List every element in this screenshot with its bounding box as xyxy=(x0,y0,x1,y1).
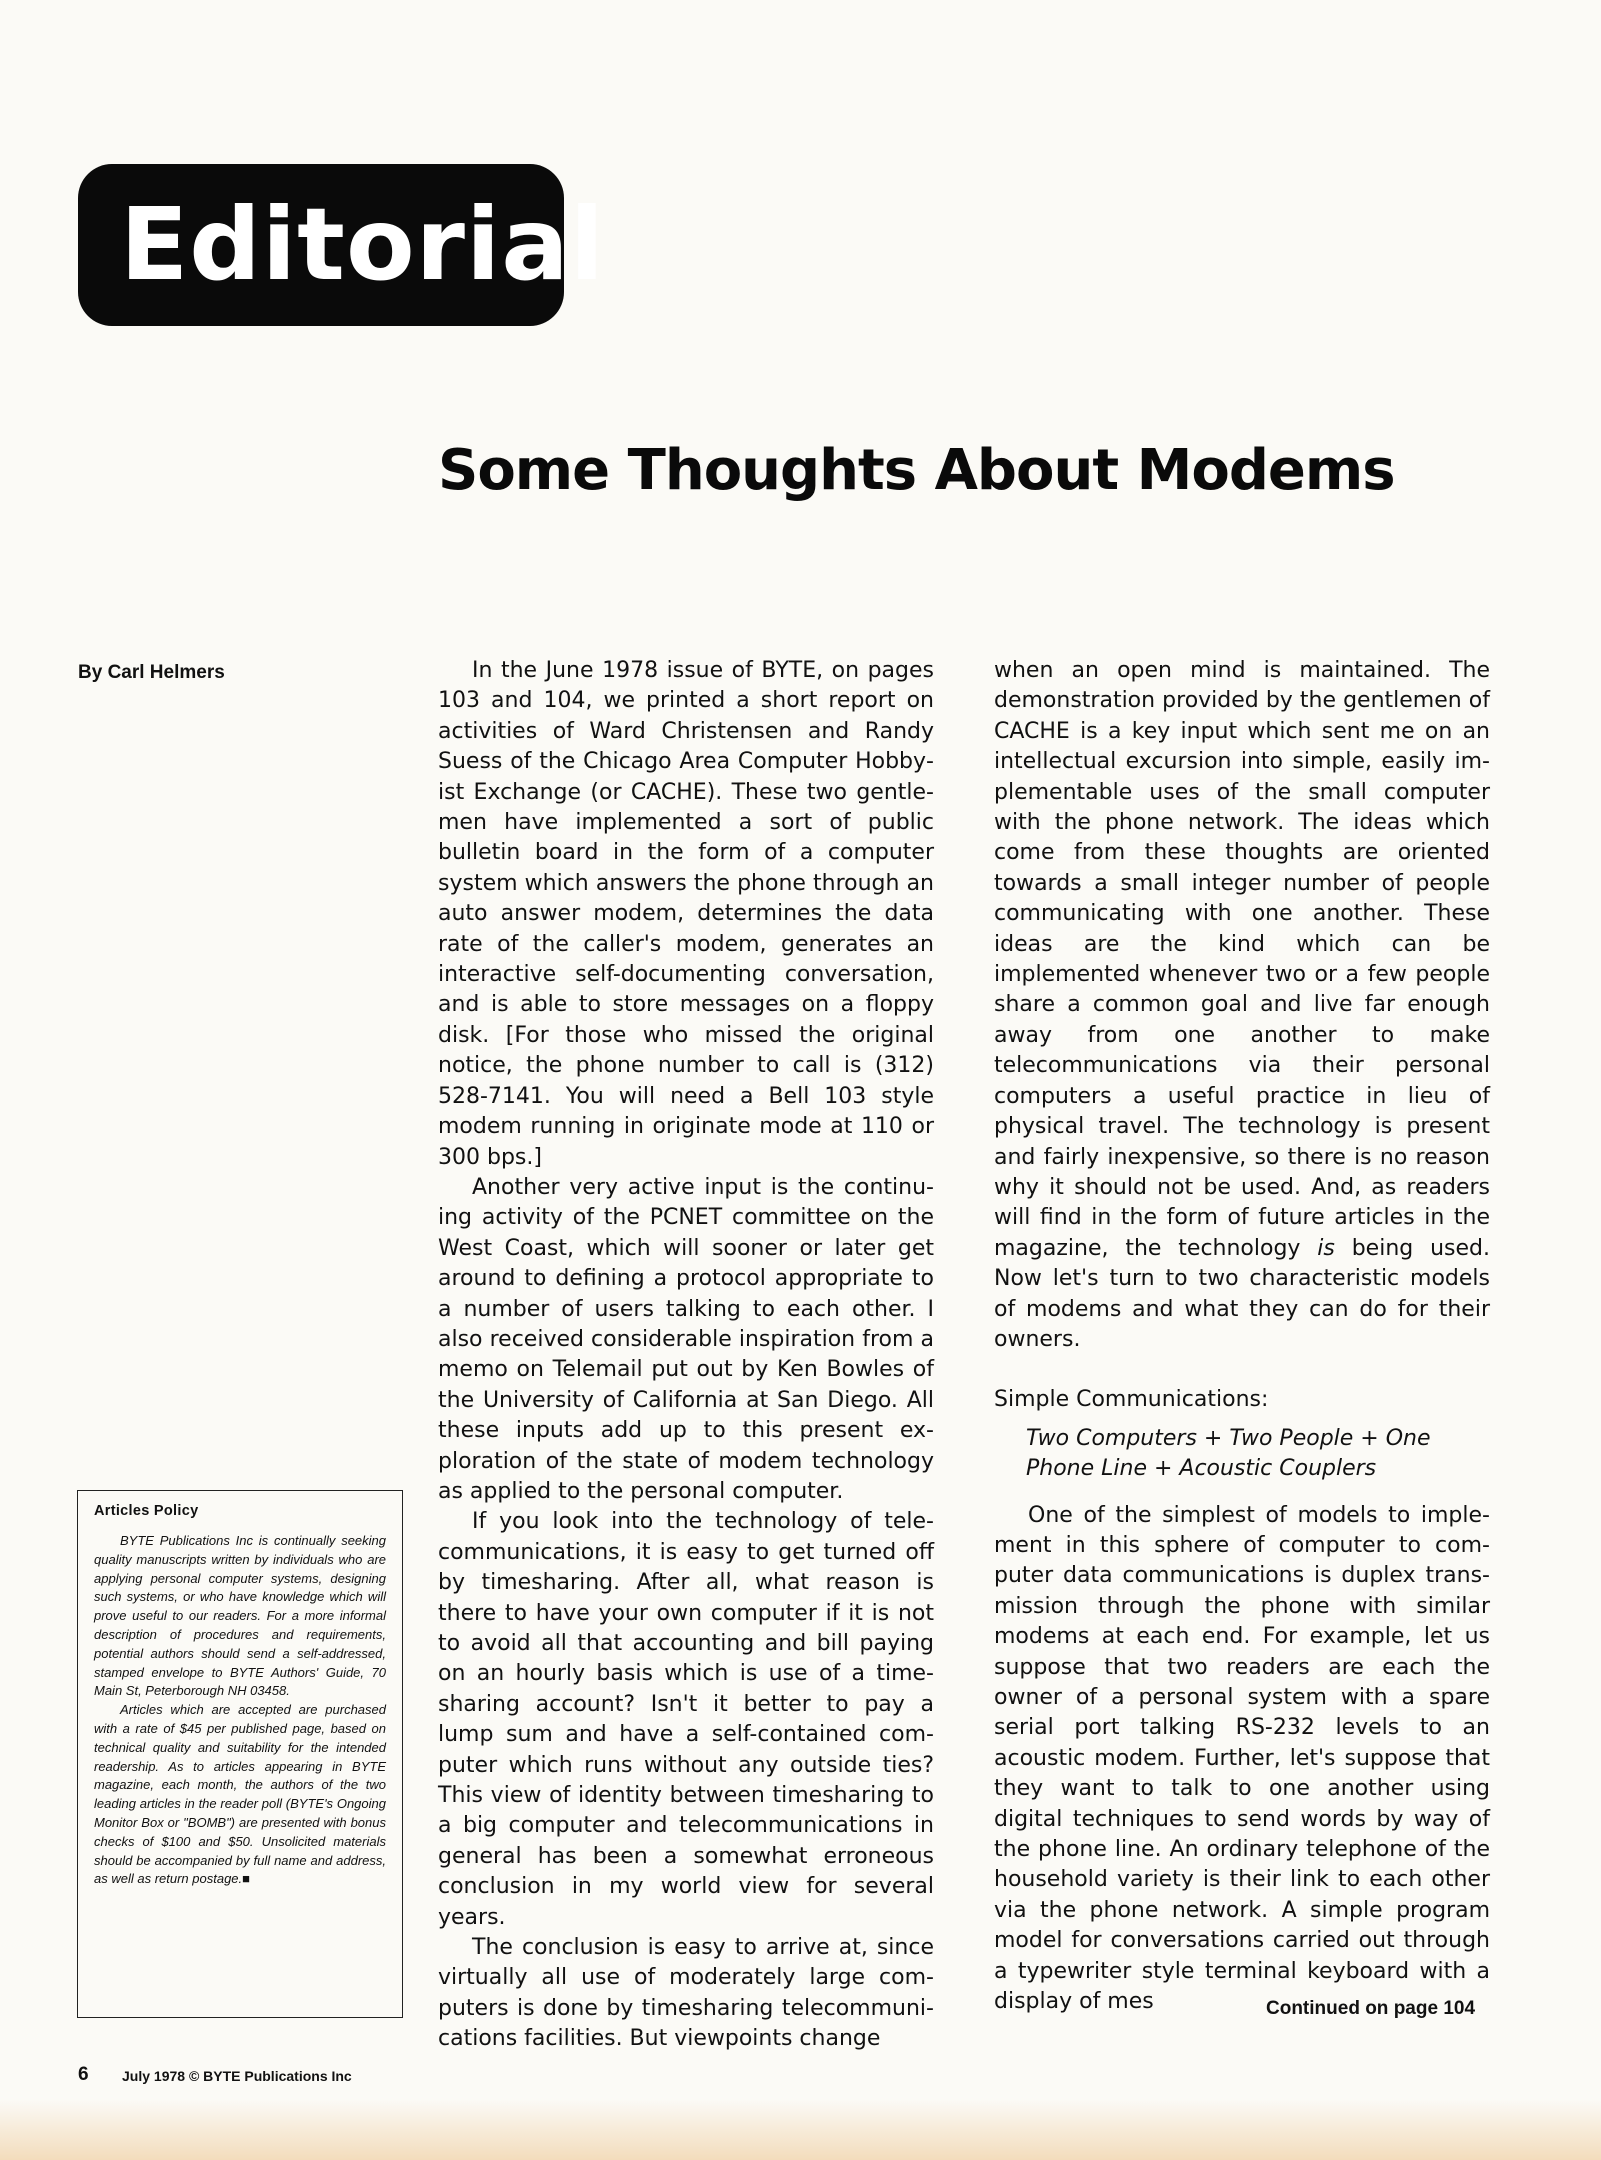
paragraph: One of the simplest of models to implement in this sphere of computer to computer data communications is duplex transmission through the phone with similar modems at each end. For example, let us suppose that two readers are each the owner of a personal system with a spare serial port talking RS-232 levels to an acoustic modem. Further, let's suppose that they want to talk to one another using digital techniques to send words by way of the phone line. An ordinary telephone of the household variety is their link to each other via the phone network. A simple program model for conversations carried out through a typewriter style terminal keyboard with a display of mes xyxy=(994,1502,1490,2015)
footer-credit: July 1978 © BYTE Publications Inc xyxy=(122,2068,352,2084)
paragraph: The conclusion is easy to arrive at, since virtually all use of moderately large computers is done by timesharing telecommunications facilities. But viewpoints change xyxy=(438,1935,934,2052)
page-number: 6 xyxy=(78,2064,89,2085)
body-column-2 xyxy=(994,656,1490,2017)
policy-paragraph: BYTE Publications Inc is continually seeking quality manuscripts written by individuals who are applying personal computer systems, designing such systems, or who have knowledge which will prove useful to our readers. For a more informal description of procedures and requirements, potential authors should send a self-addressed, stamped envelope to BYTE Authors' Guide, 70 Main St, Peterborough NH 03458. xyxy=(94,1533,386,1699)
paragraph: If you look into the technology of telecommunications, it is easy to get turned off by timesharing. After all, what reason is there to have your own computer if it is not to avoid all that accounting and bill paying on an hourly basis which is use of a timesharing account? Isn't it better to pay a lump sum and have a self-contained computer which runs without any outside ties? This view of identity between timesharing to a big computer and telecommunications in general has been a somewhat erroneous conclusion in my world view for several years. xyxy=(438,1509,934,1930)
byline: By Carl Helmers xyxy=(78,662,225,683)
policy-title: Articles Policy xyxy=(94,1503,199,1519)
subtitle-line: Two Computers + Two People + One xyxy=(1026,1425,1431,1451)
text-run: when an open mind is maintained. The demonstration provided by the gentlemen of CACHE is a key input which sent me on an intellectual excursion into simple, easily implementable uses of the small computer with the phone network. The ideas which come from these thoughts are oriented towards a small integer number of people communicating with one another. These ideas are the kind which can be implemented whenever two or a few people share a common goal and live far enough away from one another to make telecommunications via their personal computers a useful practice in lieu of physical travel. The technology is present and fairly inexpensive, so there is no reason why it should not be used. And, as readers will find in the form of future articles in the magazine, the technology xyxy=(994,658,1490,1261)
policy-paragraph: Articles which are accepted are purchased with a rate of $45 per published page, based on technical quality and suitability for the intended readership. As to articles appearing in BYTE magazine, each month, the authors of the two leading articles in the reader poll (BYTE's Ongoing Monitor Box or "BOMB") are presented with bonus checks of $100 and $50. Unsolicited materials should be accompanied by full name and address, as well as return postage.■ xyxy=(94,1702,386,1887)
paragraph: Another very active input is the continuing activity of the PCNET committee on the West Coast, which will sooner or later get around to defining a protocol appropriate to a number of users talking to each other. I also received considerable inspiration from a memo on Telemail put out by Ken Bowles of the University of California at San Diego. All these inputs add up to this present exploration of the state of modem technology as applied to the personal computer. xyxy=(438,1174,934,1504)
section-subtitle xyxy=(1026,1424,1490,1485)
paragraph: In the June 1978 issue of BYTE, on pages 103 and 104, we printed a short report on activities of Ward Christensen and Randy Suess of the Chicago Area Computer Hobbyist Exchange (or CACHE). These two gentlemen have implemented a sort of public bulletin board in the form of a computer system which answers the phone through an auto answer modem, determines the data rate of the caller's modem, generates an interactive self-documenting conversation, and is able to store messages on a floppy disk. [For those who missed the original notice, the phone number to call is (312) 528-7141. You will need a Bell 103 style modem running in originate mode at 110 or 300 bps.] xyxy=(438,658,934,1170)
article-title: Some Thoughts About Modems xyxy=(438,438,1395,503)
editorial-banner xyxy=(78,164,606,326)
continued-note: Continued on page 104 xyxy=(1266,1998,1476,2019)
banner-label: Editorial xyxy=(120,186,606,303)
articles-policy-box xyxy=(77,1490,403,2018)
emphasis: is xyxy=(1317,1235,1335,1261)
paragraph xyxy=(994,656,1490,1355)
subtitle-line: Phone Line + Acoustic Couplers xyxy=(1026,1456,1377,1482)
section-subhead: Simple Communications: xyxy=(994,1387,1269,1413)
paper-stain xyxy=(0,2100,1601,2160)
text-run: being used. Now let's turn to two characteristic models of modems and what they can do for their owners. xyxy=(994,1235,1490,1352)
body-column-1 xyxy=(438,656,934,2055)
